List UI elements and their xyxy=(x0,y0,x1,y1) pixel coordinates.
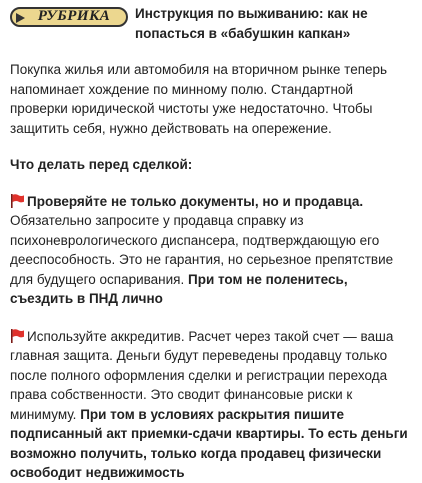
red-flag-icon xyxy=(10,329,25,343)
post-title: Инструкция по выживанию: как не попасться в «бабушкин капкан» xyxy=(135,6,368,41)
rubric-badge-label: РУБРИКА xyxy=(37,8,111,25)
tip-2-body: Используйте аккредитив. Расчет через такой счет — ваша главная защита. Деньги будут переведены продавцу только после полного оформления сделки и регистрации перехода права собственности. Это сводит финансовые риски к минимуму. xyxy=(10,328,394,422)
intro-paragraph: Покупка жилья или автомобиля на вторичном рынке теперь напоминает хождение по минному полю. Стандартной проверки юридической чистоты уже недостаточно. Чтобы защитить себя, нужно действовать на опережение. xyxy=(10,62,388,136)
arrow-icon xyxy=(16,13,25,23)
tip-1 xyxy=(10,192,414,309)
tip-2-tail: При том в условиях раскрытия пишите подписанный акт приемки-сдачи квартиры. То есть деньги возможно получить, только когда продавец физически освободит недвижимость xyxy=(10,406,408,480)
tip-1-body: Обязательно запросите у продавца справку из психоневрологического диспансера, подтверждающую его дееспособность. Это не гарантия, но серьезное препятствие для будущего оспаривания. xyxy=(10,213,394,287)
tip-1-tail: При том не поленитесь, съездить в ПНД лично xyxy=(10,271,348,306)
section-heading: Что делать перед сделкой: xyxy=(10,157,193,172)
tip-1-lead: Проверяйте не только документы, но и продавца. xyxy=(27,193,364,209)
tip-2 xyxy=(10,327,414,483)
red-flag-icon xyxy=(10,194,25,208)
post-header xyxy=(10,4,414,43)
rubric-badge xyxy=(10,7,128,27)
